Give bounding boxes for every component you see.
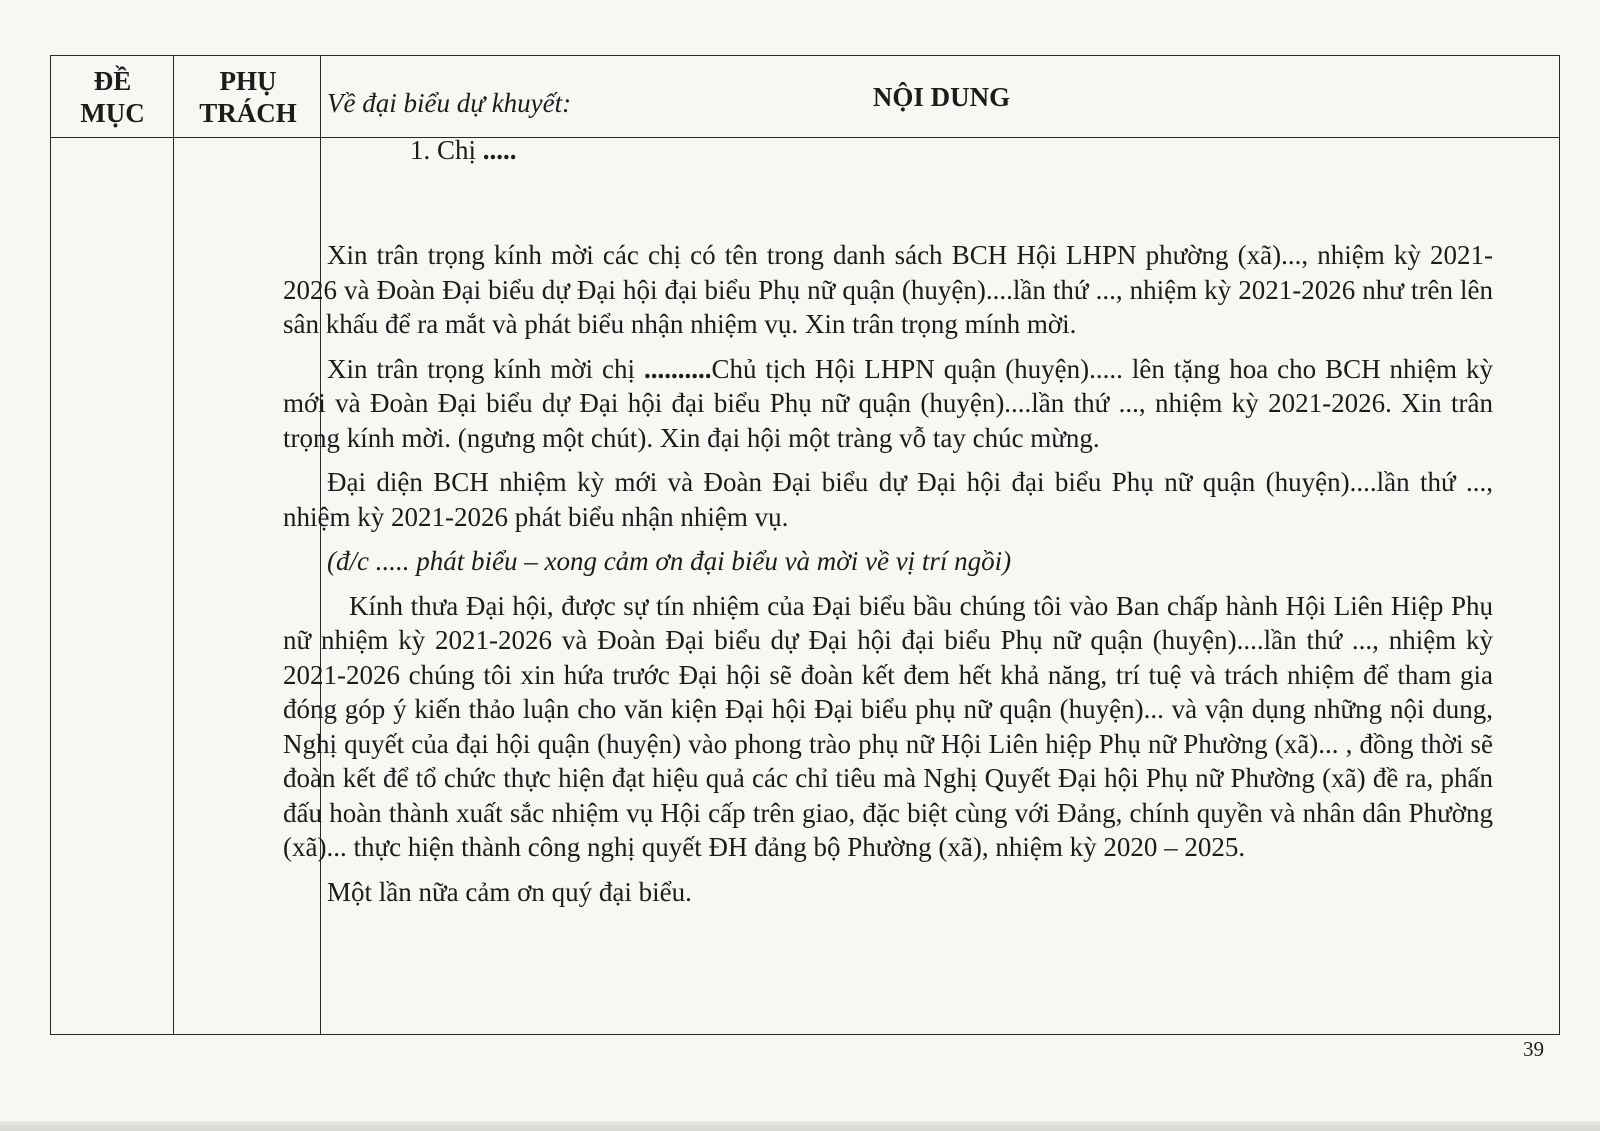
paragraph-invite-chair — [283, 352, 1493, 456]
content-column — [283, 86, 1493, 919]
header-phu-trach-line1: PHỤ — [219, 65, 277, 96]
paragraph-invite-bch: Xin trân trọng kính mời các chị có tên trong danh sách BCH Hội LHPN phường (xã)..., nhiệm kỳ 2021-2026 và Đoàn Đại biểu dự Đại hội đại biểu Phụ nữ quận (huyện)....lần thứ ..., nhiệm kỳ 2021-2026 như trên lên sân khấu để ra mắt và phát biểu nhận nhiệm vụ. Xin trân trọng mính mời. — [283, 240, 1493, 339]
header-de-muc — [51, 56, 174, 137]
p2-rest: Chủ tịch Hội LHPN quận (huyện)..... lên tặng hoa cho BCH nhiệm kỳ mới và Đoàn Đại biểu dự Đại hội đại biểu Phụ nữ quận (huyện)....lần thứ ..., nhiệm kỳ 2021-2026. Xin trân trọng kính mời. (ngưng một chút). Xin đại hội một tràng vỗ tay chúc mừng. — [283, 353, 1493, 453]
paragraph-representative: Đại diện BCH nhiệm kỳ mới và Đoàn Đại biểu dự Đại hội đại biểu Phụ nữ quận (huyện)....lần thứ ..., nhiệm kỳ 2021-2026 phát biểu nhận nhiệm vụ. — [283, 467, 1493, 532]
list-item-label: 1. Chị — [410, 134, 477, 165]
paragraph-speech: Kính thưa Đại hội, được sự tín nhiệm của Đại biểu bầu chúng tôi vào Ban chấp hành Hội Liên Hiệp Phụ nữ nhiệm kỳ 2021-2026 và Đoàn Đại biểu dự Đại hội đại biểu Phụ nữ quận (huyện)....lần thứ ..., nhiệm kỳ 2021-2026 chúng tôi xin hứa trước Đại hội sẽ đoàn kết đem hết khả năng, trí tuệ và trách nhiệm để tham gia đóng góp ý kiến thảo luận cho văn kiện Đại hội Đại biểu phụ nữ quận (huyện)... và vận dụng những nội dung, Nghị quyết của đại hội quận (huyện) vào phong trào phụ nữ Hội Liên hiệp Phụ nữ Phường (xã)... , đồng thời sẽ đoàn kết để tổ chức thực hiện đạt hiệu quả các chỉ tiêu mà Nghị Quyết Đại hội Phụ nữ Phường (xã) đề ra, phấn đấu hoàn thành xuất sắc nhiệm vụ Hội cấp trên giao, đặc biệt cùng với Đảng, chính quyền và nhân dân Phường (xã)... thực hiện thành công nghị quyết ĐH đảng bộ Phường (xã), nhiệm kỳ 2020 – 2025. — [283, 590, 1493, 862]
p2-dots: .......... — [643, 353, 712, 384]
header-phu-trach-line2: TRÁCH — [199, 97, 297, 128]
khuyet-title: Về đại biểu dự khuyết: — [327, 88, 572, 118]
p2-start: Xin trân trọng kính mời chị — [327, 353, 644, 384]
column-divider-1 — [173, 56, 174, 1034]
paragraph-stage-note: (đ/c ..... phát biểu – xong cảm ơn đại biểu và mời về vị trí ngồi) — [327, 546, 1012, 576]
scan-edge — [0, 1121, 1600, 1131]
header-de-muc-line1: ĐỀ — [93, 65, 132, 96]
header-de-muc-line2: MỤC — [80, 97, 145, 128]
paragraph-closing: Một lần nữa cảm ơn quý đại biểu. — [327, 876, 692, 907]
list-item-dots: ..... — [476, 134, 517, 165]
header-noi-dung-label: NỘI DUNG — [872, 81, 1011, 112]
page-number: 39 — [1523, 1037, 1544, 1061]
list-item — [410, 133, 1493, 168]
